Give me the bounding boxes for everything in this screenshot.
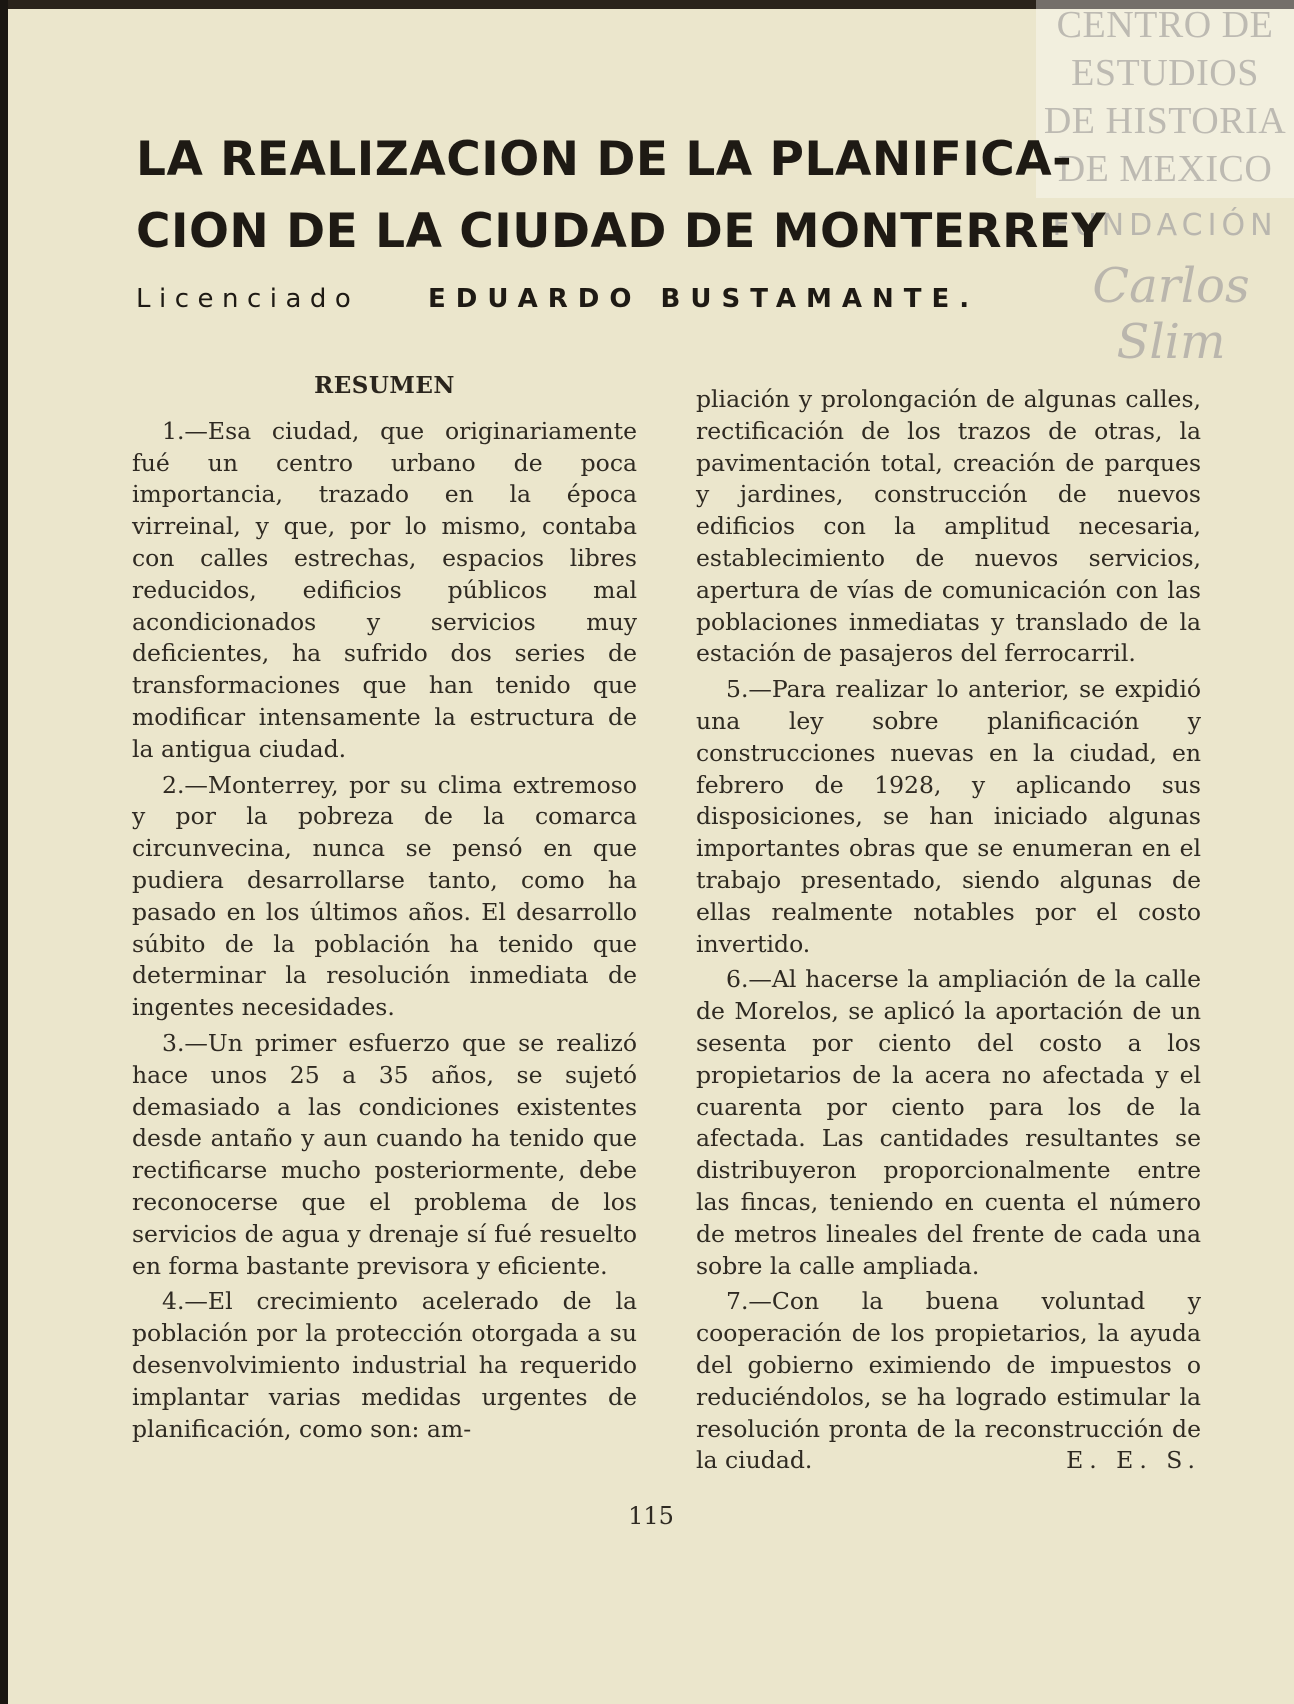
paragraph-4-continued: pliación y prolongación de algunas calles, rectificación de los trazos de otras, la pavimentación total, creación de parques y jardines, construcción de nuevos edificios con la amplitud necesaria, establecimiento de nuevos servicios, apertura de vías de comunicación con las poblaciones inmediatas y translado de la estación de pasajeros del ferrocarril. [696, 385, 1201, 668]
article-title-line-2: CION DE LA CIUDAD DE MONTERREY [136, 204, 1106, 259]
paragraph-7 [696, 1286, 1201, 1477]
paragraph-1: 1.—Esa ciudad, que originariamente fué un centro urbano de poca importancia, trazado en la época virreinal, y que, por lo mismo, contaba con calles estrechas, espacios libres reducidos, edificios públicos mal acondicionados y servicios muy deficientes, ha sufrido dos series de transformaciones que han tenido que modificar intensamente la estructura de la antigua ciudad. [132, 416, 637, 763]
byline-author: EDUARDO BUSTAMANTE. [428, 284, 980, 314]
page-number: 115 [628, 1502, 674, 1530]
right-column [696, 384, 1201, 1481]
author-initials: E. E. S. [1066, 1446, 1201, 1475]
watermark-line-2: ESTUDIOS [1071, 52, 1259, 94]
byline-prefix: Licenciado [136, 284, 360, 314]
watermark-line-4: DE MEXICO [1057, 148, 1273, 190]
paragraph-5: 5.—Para realizar lo anterior, se expidió una ley sobre planificación y construcciones nuevas en la ciudad, en febrero de 1928, y aplicando sus disposiciones, se han iniciado algunas importantes obras que se enumeran en el trabajo presentado, siendo algunas de ellas realmente notables por el costo invertido. [696, 675, 1201, 958]
paragraph-6: 6.—Al hacerse la ampliación de la calle de Morelos, se aplicó la aportación de un sesenta por ciento del costo a los propietarios de la acera no afectada y el cuarenta por ciento para los de la afectada. Las cantidades resultantes se distribuyeron proporcionalmente entre las fincas, teniendo en cuenta el número de metros lineales del frente de cada una sobre la calle ampliada. [696, 965, 1201, 1280]
watermark-signature: Carlos Slim [1092, 258, 1250, 370]
paragraph-7-text: 7.—Con la buena voluntad y cooperación de los propietarios, la ayuda del gobierno eximiendo de impuestos o reduciéndolos, se ha logrado estimular la resolución pronta de la reconstrucción de la ciudad. [696, 1287, 1201, 1475]
paragraph-4: 4.—El crecimiento acelerado de la población por la protección otorgada a su desenvolvimiento industrial ha requerido implantar varias medidas urgentes de planificación, como son: am- [132, 1287, 637, 1443]
paragraph-2: 2.—Monterrey, por su clima extremoso y por la pobreza de la comarca circunvecina, nunca se pensó en que pudiera desarrollarse tanto, como ha pasado en los últimos años. El desarrollo súbito de la población ha tenido que determinar la resolución inmediata de ingentes necesidades. [132, 770, 637, 1022]
article-title-line-1: LA REALIZACION DE LA PLANIFICA- [136, 132, 1073, 187]
paragraph-3: 3.—Un primer esfuerzo que se realizó hace unos 25 a 35 años, se sujetó demasiado a las condiciones existentes desde antaño y aun cuando ha tenido que rectificarse mucho posteriormente, debe reconocerse que el problema de los servicios de agua y drenaje sí fué resuelto en forma bastante previsora y eficiente. [132, 1028, 637, 1280]
watermark-line-1: CENTRO DE [1056, 4, 1274, 46]
watermark-line-3: DE HISTORIA [1043, 100, 1287, 142]
document-page [8, 0, 1294, 1704]
left-column [132, 370, 637, 1449]
watermark-foundation: FUNDACIÓN [1052, 208, 1278, 243]
resumen-heading: RESUMEN [314, 372, 455, 399]
